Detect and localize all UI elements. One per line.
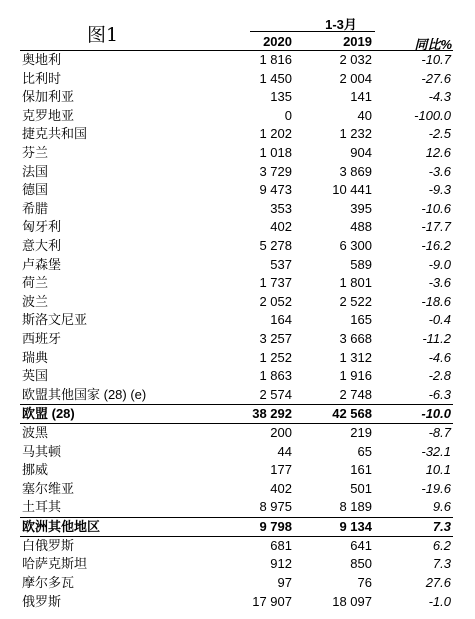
value-yoy: -10.7 (421, 52, 451, 67)
country-name: 英国 (22, 368, 49, 384)
value-yoy: -11.2 (422, 330, 451, 346)
country-name: 波黑 (22, 425, 49, 441)
table-row (20, 367, 453, 386)
country-name: 俄罗斯 (22, 593, 62, 609)
value-2019: 10 441 (332, 182, 372, 198)
value-2020: 912 (270, 556, 292, 572)
value-2020: 164 (270, 312, 292, 328)
table-row (20, 125, 453, 144)
table-row (20, 200, 453, 219)
value-yoy: -2.8 (428, 368, 451, 384)
value-2019: 589 (350, 256, 372, 272)
period-underline (250, 31, 375, 32)
value-2020: 1 737 (259, 275, 292, 291)
table-row (20, 181, 453, 200)
value-2020: 9 473 (259, 182, 292, 198)
country-name: 保加利亚 (22, 89, 75, 105)
value-2020: 1 202 (259, 126, 292, 142)
value-2019: 904 (350, 144, 372, 160)
value-2020: 2 574 (259, 386, 292, 402)
figure-title: 图1 (87, 24, 119, 46)
table-row (20, 574, 453, 593)
value-2020: 537 (270, 256, 292, 272)
table-row (20, 163, 453, 182)
country-name: 荷兰 (22, 275, 49, 291)
value-2020: 200 (270, 425, 292, 441)
value-yoy: -9.0 (428, 256, 451, 272)
value-2020: 2 052 (259, 293, 292, 309)
table-row (20, 311, 453, 330)
value-2019: 2 032 (339, 52, 372, 67)
value-2020: 9 798 (259, 519, 292, 535)
value-2019: 2 522 (339, 293, 372, 309)
table-row (20, 293, 453, 312)
value-2020: 0 (284, 107, 292, 123)
total-row (20, 517, 453, 537)
value-2019: 6 300 (339, 237, 372, 253)
value-yoy: -32.1 (421, 443, 451, 459)
table-row (20, 218, 453, 237)
country-name: 欧盟其他国家 (28) (e) (22, 386, 147, 402)
value-2019: 501 (350, 480, 372, 496)
value-2020: 97 (277, 575, 292, 591)
value-2019: 65 (357, 443, 372, 459)
value-2019: 3 668 (339, 330, 372, 346)
value-2020: 17 907 (252, 593, 292, 609)
country-name: 西班牙 (22, 330, 62, 346)
table-row (20, 424, 453, 443)
table-row (20, 51, 453, 70)
value-2019: 2 004 (339, 70, 372, 86)
value-2019: 1 232 (339, 126, 372, 142)
value-yoy: -6.3 (428, 386, 451, 402)
value-yoy: 7.3 (432, 556, 451, 572)
value-2019: 2 748 (339, 386, 372, 402)
value-yoy: -27.6 (421, 70, 451, 86)
value-2020: 353 (270, 200, 292, 216)
country-name: 瑞典 (22, 349, 49, 365)
data-table (20, 51, 453, 611)
value-2020: 3 257 (259, 330, 292, 346)
value-2019: 141 (350, 89, 372, 105)
period-header: 1-3月 (325, 17, 357, 32)
country-name: 捷克共和国 (22, 126, 88, 142)
country-name: 塞尔维亚 (22, 480, 75, 496)
total-row (20, 404, 453, 424)
value-2019: 9 134 (339, 519, 372, 535)
value-yoy: -100.0 (414, 107, 451, 123)
country-name: 土耳其 (22, 499, 62, 515)
value-yoy: -0.4 (428, 312, 451, 328)
column-header-2020: 2020 (263, 34, 292, 49)
value-2020: 44 (277, 443, 292, 459)
value-2019: 42 568 (332, 406, 372, 422)
country-name: 芬兰 (22, 144, 49, 160)
value-2019: 1 312 (339, 349, 372, 365)
country-name: 德国 (22, 182, 49, 198)
country-name: 法国 (22, 163, 49, 179)
table-row (20, 555, 453, 574)
country-name: 比利时 (22, 70, 62, 86)
column-header-yoy: 同比% (414, 37, 452, 52)
value-yoy: -4.6 (428, 349, 451, 365)
country-name: 欧洲其他地区 (22, 519, 101, 535)
value-2020: 402 (270, 219, 292, 235)
value-yoy: -17.7 (421, 219, 451, 235)
value-yoy: -10.0 (421, 406, 451, 422)
value-2020: 8 975 (259, 499, 292, 515)
value-2019: 850 (350, 556, 372, 572)
value-2020: 1 018 (259, 144, 292, 160)
country-name: 摩尔多瓦 (22, 575, 75, 591)
value-2019: 395 (350, 200, 372, 216)
table-row (20, 274, 453, 293)
country-name: 克罗地亚 (22, 107, 75, 123)
value-2019: 488 (350, 219, 372, 235)
value-yoy: 10.1 (425, 462, 451, 478)
country-name: 希腊 (22, 200, 49, 216)
value-yoy: 9.6 (432, 499, 451, 515)
table-row (20, 349, 453, 368)
table-row (20, 330, 453, 349)
country-name: 意大利 (22, 237, 62, 253)
country-name: 马其顿 (22, 443, 62, 459)
value-2020: 177 (270, 462, 292, 478)
value-2020: 5 278 (259, 237, 292, 253)
value-2020: 402 (270, 480, 292, 496)
table-row (20, 88, 453, 107)
value-2020: 1 252 (259, 349, 292, 365)
table-row (20, 480, 453, 499)
value-2019: 641 (350, 537, 372, 553)
value-yoy: -18.6 (421, 293, 451, 309)
value-2019: 8 189 (339, 499, 372, 515)
value-yoy: 27.6 (425, 575, 451, 591)
table-row (20, 461, 453, 480)
table-row (20, 70, 453, 89)
value-2019: 161 (350, 462, 372, 478)
value-yoy: 6.2 (432, 537, 451, 553)
value-2020: 681 (270, 537, 292, 553)
value-2019: 219 (350, 425, 372, 441)
value-2019: 76 (357, 575, 372, 591)
value-yoy: -3.6 (428, 163, 451, 179)
value-yoy: 7.3 (432, 519, 451, 535)
value-2020: 1 450 (259, 70, 292, 86)
value-2020: 1 863 (259, 368, 292, 384)
country-name: 哈萨克斯坦 (22, 556, 88, 572)
country-name: 挪威 (22, 462, 49, 478)
table-row (20, 593, 453, 612)
table-row (20, 498, 453, 517)
value-yoy: -10.6 (421, 200, 451, 216)
country-name: 欧盟 (28) (22, 406, 75, 422)
value-2019: 18 097 (332, 593, 372, 609)
value-2020: 3 729 (259, 163, 292, 179)
value-2019: 3 869 (339, 163, 372, 179)
value-2020: 135 (270, 89, 292, 105)
value-yoy: -8.7 (428, 425, 451, 441)
table-row (20, 107, 453, 126)
value-yoy: 12.6 (425, 144, 451, 160)
table-row (20, 386, 453, 405)
value-2019: 165 (350, 312, 372, 328)
table-row (20, 144, 453, 163)
country-name: 斯洛文尼亚 (22, 312, 88, 328)
country-name: 白俄罗斯 (22, 537, 75, 553)
country-name: 奥地利 (22, 52, 62, 67)
value-yoy: -4.3 (428, 89, 451, 105)
value-2019: 1 801 (339, 275, 372, 291)
value-yoy: -16.2 (421, 237, 451, 253)
value-2020: 38 292 (252, 406, 292, 422)
value-yoy: -1.0 (428, 593, 451, 609)
value-2019: 40 (357, 107, 372, 123)
country-name: 匈牙利 (22, 219, 62, 235)
country-name: 波兰 (22, 293, 49, 309)
value-yoy: -3.6 (428, 275, 451, 291)
value-yoy: -9.3 (428, 182, 451, 198)
value-yoy: -19.6 (421, 480, 451, 496)
column-header-2019: 2019 (343, 34, 372, 49)
value-yoy: -2.5 (428, 126, 451, 142)
table-row (20, 443, 453, 462)
value-2020: 1 816 (259, 52, 292, 67)
table-row (20, 256, 453, 275)
table-row (20, 537, 453, 556)
value-2019: 1 916 (339, 368, 372, 384)
country-name: 卢森堡 (22, 256, 62, 272)
table-row (20, 237, 453, 256)
